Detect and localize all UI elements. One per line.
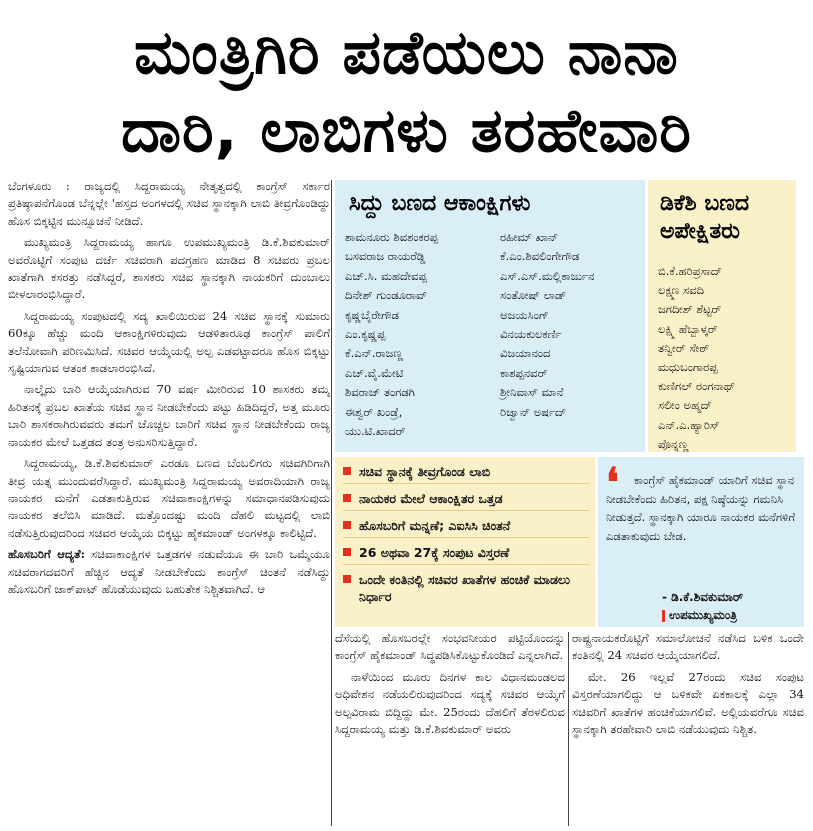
list-item: ಕೆ.ಎನ್.ರಾಜಣ್ಣ [345,346,404,361]
headline [0,0,813,170]
article-paragraph: ನಾಳೆಯಿಂದ ಮೂರು ದಿನಗಳ ಕಾಲ ವಿಧಾನಮಂಡಲದ ಅಧಿವೇಶನ ನಡೆಯಲಿರುವುದರಿಂದ ಸದ್ಯಕ್ಕೆ ಸಚಿವರ ಆಯ್ಕೆಗೆ ಅಲ್ಪವಿರಾಮ ಬಿದ್ದಿದ್ದು ಮೇ. 25ರಂದು ದೆಹಲಿಗೆ ತೆರಳಲಿರುವ ಸಿದ್ದರಾಮಯ್ಯ ಮತ್ತು ಡಿ.ಕೆ.ಶಿವಕುಮಾರ್ ಅವರು [335,669,565,737]
bullet-square-icon [343,548,351,556]
list-item: ಎಸ್.ಎಸ್.ಮಲ್ಲಿಕಾರ್ಜುನ [500,268,595,283]
list-item: ದಿನೇಶ್ ಗುಂಡೂರಾವ್ [345,288,428,303]
article-paragraph: ಸಿದ್ದರಾಮಯ್ಯ, ಡಿ.ಕೆ.ಶಿವಕುಮಾರ್ ಎರಡೂ ಬಣದ ಬೆಂಬಲಿಗರು ಸಚಿವಗಿರಿಗಾಗಿ ತೀವ್ರ ಯತ್ನ ಮುಂದುವರೆಸಿದ್ದಾರೆ. ಮುಖ್ಯಮಂತ್ರಿ ಸಿದ್ದರಾಮಯ್ಯ ಅವರಾದಿಯಾಗಿ ರಾಜ್ಯ ನಾಯಕರ ಮನೆಗೆ ಎಡತಾಕುತ್ತಿರುವ ಸಚಿವಾಕಾಂಕ್ಷಿಗಳನ್ನು ಸಮಾಧಾನಪಡಿಸುವುದು ನಾಯಕರ ತಲೆಬಿಸಿ ಮಾಡಿದೆ. ಮತ್ತೊಂದಷ್ಟು ಮಂದಿ ದೆಹಲಿ ಮಟ್ಟದಲ್ಲಿ ಲಾಬಿ ನಡೆಸುತ್ತಿರುವುದರಿಂದ ಸಚಿವರ ಆಯ್ಕೆಯ ಬಿಕ್ಕಟ್ಟು ಹೈಕಮಾಂಡ್ ಅಂಗಳಕ್ಕೂ ಕಾಲಿಟ್ಟಿದೆ. [8,456,330,540]
red-bar-icon [662,610,665,622]
list-item: ಲಕ್ಷ್ಮಿ ಹೆಬ್ಬಾಳ್ಕರ್ [658,321,718,336]
bullet-square-icon [343,521,351,529]
quote-role: ಉಪಮುಖ್ಯಮಂತ್ರಿ [669,608,738,622]
list-item: ಬಸವರಾಜ ರಾಯರೆಡ್ಡಿ [345,249,426,264]
list-item: ಮಧುಬಂಗಾರಪ್ಪ [658,360,718,375]
subhead-lead: ಹೊಸಬರಿಗೆ ಆದ್ಯತೆ: [8,547,85,562]
article-paragraph: ನಾಲ್ಕೈದು ಬಾರಿ ಆಯ್ಕೆಯಾಗಿರುವ 70 ವರ್ಷ ಮೀರಿರುವ 10 ಶಾಸಕರು ತಮ್ಮ ಹಿರಿತನಕ್ಕೆ ಪ್ರಬಲ ಖಾತೆಯ ಸಚಿವ ಸ್ಥಾನ ನೀಡಬೇಕೆಂದು ಪಟ್ಟು ಹಿಡಿದಿದ್ದರೆ, ಅತ್ತ ಮೂರು ಬಾರಿ ಶಾಸಕರಾಗಿರುವವರು ತಮಗೆ ಚೊಚ್ಚಲ ಬಾರಿಗೆ ಸಚಿವ ಸ್ಥಾನ ನೀಡಬೇಕೆಂದು ರಾಜ್ಯ ನಾಯಕರ ಮೇಲೆ ಒತ್ತಡದ ತಂತ್ರ ಅನುಸರಿಸುತ್ತಿದ್ದಾರೆ. [8,382,330,449]
list-item: ವಿಜಯಾನಂದ [500,346,551,361]
list-item: ಶಿವರಾಜ್ ತಂಗಡಗಿ [345,385,415,400]
right-article-column [572,630,804,826]
list-item: ಅಜಯಸಿಂಗ್ [500,307,549,322]
list-item: ಶ್ರೀನಿವಾಸ್ ಮಾನೆ [500,385,564,400]
dks-box-title: ಡಿಕೆಶಿ ಬಣದ ಅಪೇಕ್ಷಿತರು [660,191,750,244]
highlight-text: ಒಂದೇ ಕಂತಿನಲ್ಲಿ ಸಚಿವರ ಖಾತೆಗಳ ಹಂಚಿಕೆ ಮಾಡಲು ನಿರ್ಧಾರ [359,572,570,604]
article-paragraph: ಮುಖ್ಯಮಂತ್ರಿ ಸಿದ್ದರಾಮಯ್ಯ ಹಾಗೂ ಉಪಮುಖ್ಯಮಂತ್ರಿ ಡಿ.ಕೆ.ಶಿವಕುಮಾರ್ ಅವರೊಟ್ಟಿಗೆ ಸಂಪುಟ ದರ್ಜೆ ಸಚಿವರಾಗಿ ಪದಗ್ರಹಣ ಮಾಡಿದ 8 ಸಚಿವರು ಪ್ರಬಲ ಖಾತೆಗಾಗಿ ಕಸರತ್ತು ನಡೆಸಿದ್ದರೆ, ಶಾಸಕರು ಸಚಿವ ಸ್ಥಾನಕ್ಕಾಗಿ ನಾಯಕರಿಗೆ ದುಂಬಾಲು ಬೀಳಲಾರಂಭಿಸಿದ್ದಾರೆ. [8,235,330,302]
list-item: ವಿನಯಕುಲಕರ್ಣಿ [500,327,562,342]
highlight-item [343,544,589,565]
article-paragraph-subhead [8,546,330,598]
list-item: ಎಂ.ಕೃಷ್ಣಪ್ಪ [345,327,386,342]
list-item: ಸಂತೋಷ್ ಲಾಡ್ [500,288,567,303]
highlights-list [335,457,595,608]
highlight-text: ನಾಯಕರ ಮೇಲೆ ಆಕಾಂಕ್ಷಿತರ ಒತ್ತಡ [359,491,503,506]
article-paragraph: ರಾಷ್ಟ್ರನಾಯಕರೊಟ್ಟಿಗೆ ಸಮಾಲೋಚನೆ ನಡೆಸಿದ ಬಳಿಕ ಒಂದೇ ಕಂತಿನಲ್ಲಿ 24 ಸಚಿವರ ಆಯ್ಕೆಯಾಗಲಿದೆ. [572,631,804,663]
highlight-text: 26 ಅಥವಾ 27ಕ್ಕೆ ಸಂಪುಟ ವಿಸ್ತರಣೆ [359,545,510,560]
list-item: ಕುಣಿಗಲ್ ರಂಗನಾಥ್ [658,379,736,394]
highlight-item [343,571,589,608]
quote-role-line [662,607,737,623]
headline-line-1: ಮಂತ್ರಿಗಿರಿ ಪಡೆಯಲು ನಾನಾ [134,18,679,88]
list-item: ಜಗದೀಶ್ ಶೆಟ್ಟರ್ [658,302,722,317]
list-item: ಶಾಮನೂರು ಶಿವಶಂಕರಪ್ಪ [345,230,439,244]
siddu-faction-box [335,180,645,452]
bullet-square-icon [343,575,351,583]
highlight-item [343,490,589,511]
dks-faction-box [648,180,796,452]
list-item: ತನ್ವೀರ್ ಸೇಠ್ [658,340,710,355]
bullet-square-icon [343,467,351,475]
highlight-item [343,463,589,484]
list-item: ಬಿ.ಕೆ.ಹರಿಪ್ರಸಾದ್ [658,264,722,278]
article-paragraph: ಸಿದ್ದರಾಮಯ್ಯ ಸಂಪುಟದಲ್ಲಿ ಸದ್ಯ ಖಾಲಿಯಿರುವ 24 ಸಚಿವ ಸ್ಥಾನಕ್ಕೆ ಸುಮಾರು 60ಕ್ಕೂ ಹೆಚ್ಚು ಮಂದಿ ಆಕಾಂಕ್ಷಿಗಳಿರುವುದು ಆಡಳಿತಾರೂಢ ಕಾಂಗ್ರೆಸ್ ಪಾಲಿಗೆ ತಲೆನೋವಾಗಿ ಪರಿಣಮಿಸಿದೆ. ಸಚಿವರ ಆಯ್ಕೆಯಲ್ಲಿ ಅಲ್ಪ ಎಡವಟ್ಟಾದರೂ ಹೊಸ ಬಿಕ್ಕಟ್ಟು ಸೃಷ್ಟಿಯಾಗುವ ಆತಂಕ ಕಾಡಲಾರಂಭಿಸಿದೆ. [8,308,330,376]
article-paragraph: ದೆಸೆಯಲ್ಲಿ ಹೊಸಬರಲ್ಲೇ ಸಂಭವನೀಯರ ಪಟ್ಟಿಯೊಂದನ್ನು ಕಾಂಗ್ರೆಸ್ ಹೈಕಮಾಂಡ್ ಸಿದ್ಧಪಡಿಸಿಕೊಟ್ಟುಕೊಂಡಿದೆ ಎನ್ನಲಾಗಿದೆ. [335,631,565,663]
left-article-column [8,178,330,826]
list-item: ಲಕ್ಷ್ಮಣ ಸವದಿ [658,283,705,298]
middle-article-column [335,630,565,826]
highlight-item [343,517,589,538]
siddu-box-title: ಸಿದ್ದು ಬಣದ ಆಕಾಂಕ್ಷಿಗಳು [349,191,531,216]
list-item: ಸಲೀಂ ಅಹ್ಮದ್ [658,398,712,413]
subhead-text: ಸಚಿವಾಕಾಂಕ್ಷಿಗಳ ಒತ್ತಡಗಳ ನಡುವೆಯೂ ಈ ಬಾರಿ ಒಮ್ಮೆಯೂ ಸಚಿವರಾಗದವರಿಗೆ ಹೆಚ್ಚಿನ ಆದ್ಯತೆ ನೀಡಬೇಕೆಂದು ಕಾಂಗ್ರೆಸ್ ಚಿಂತನೆ ನಡೆಸಿದ್ದು ಹೊಸಬರಿಗೆ ಜಾಕ್‌ಪಾಟ್ ಹೊಡೆಯುವುದು ಬಹುತೇಕ ನಿಶ್ಚಿತವಾಗಿದೆ. ಆ [8,547,330,596]
list-item: ಎಚ್.ವೈ.ಮೇಟಿ [345,365,404,380]
list-item: ಕಾಶಪ್ಪನವರ್ [500,365,548,380]
list-item: ರಿಜ್ವಾನ್ ಅರ್ಷದ್ [500,404,567,419]
quote-text-first: ಕಾಂಗ್ರೆಸ್ ಹೈಕಮಾಂಡ್ [634,473,715,487]
quote-mark-icon: ❛ [606,459,619,506]
column-divider [568,632,569,826]
bullet-square-icon [343,494,351,502]
list-item: ಯು.ಟಿ.ಖಾದರ್ [345,424,406,439]
quote-author: - ಡಿ.ಕೆ.ಶಿವಕುಮಾರ್ [662,590,744,604]
quote-box [598,457,804,627]
list-item: ರಹೀಮ್ ಖಾನ್ [500,230,559,244]
column-divider [331,180,332,826]
dks-names [658,262,792,454]
highlight-text: ಸಚಿವ ಸ್ಥಾನಕ್ಕೆ ತೀವ್ರಗೊಂಡ ಲಾಬಿ [359,464,491,479]
quote-text [606,471,800,545]
article-paragraph: ಮೇ. 26 ಇಲ್ಲವೆ 27ರಂದು ಸಚಿವ ಸಂಪುಟ ವಿಸ್ತರಣೆಯಾಗಲಿದ್ದು ಆ ಬಳಿಕವೇ ಏಕಕಾಲಕ್ಕೆ ಎಲ್ಲಾ 34 ಸಚಿವರಿಗೆ ಖಾತೆಗಳ ಹಂಚಿಕೆಯಾಗಲಿವೆ. ಅಲ್ಲಿಯವರೆಗೂ ಸಚಿವ ಸ್ಥಾನಕ್ಕಾಗಿ ತರಹೇವಾರಿ ಲಾಬಿ ನಡೆಯುವುದು ನಿಶ್ಚಿತ. [572,669,804,737]
siddu-names-right [500,228,640,422]
list-item: ಈಶ್ವರ್ ಖಂಡ್ರೆ, [345,404,403,419]
headline-line-2: ದಾರಿ, ಲಾಬಿಗಳು ತರಹೇವಾರಿ [121,96,692,166]
highlight-text: ಹೊಸಬರಿಗೆ ಮನ್ನಣೆ; ಎಐಸಿಸಿ ಚಿಂತನೆ [359,518,511,533]
list-item: ಎನ್.ಎ.ಹ್ಯಾರಿಸ್ [658,417,720,432]
highlights-box [335,457,595,627]
list-item: ಪೊನ್ನಣ್ಣ [658,436,689,451]
siddu-names-left [345,228,495,441]
list-item: ಎಚ್.ಸಿ. ಮಹದೇವಪ್ಪ [345,268,427,283]
quote-text-rest: ಯಾರಿಗೆ ಸಚಿವ ಸ್ಥಾನ ನೀಡಬೇಕೆಂದು ಹಿರಿತನ, ಪಕ್ಷ ನಿಷ್ಠೆಯನ್ನು ಗಮನಿಸಿ ನೀಡುತ್ತದೆ. ಸ್ಥಾನಕ್ಕಾಗಿ ಯಾರೂ ನಾಯಕರ ಮನೆಗಳಿಗೆ ಎಡತಾಕುವುದು ಬೇಡ. [606,473,796,543]
article-paragraph: ಬೆಂಗಳೂರು : ರಾಜ್ಯದಲ್ಲಿ ಸಿದ್ದರಾಮಯ್ಯ ನೇತೃತ್ವದಲ್ಲಿ ಕಾಂಗ್ರೆಸ್ ಸರ್ಕಾರ ಪ್ರತಿಷ್ಠಾಪನೆಗೊಂಡ ಬೆನ್ನಲ್ಲೇ 'ಹಸ್ತದ ಅಂಗಳದಲ್ಲಿ ಸಚಿವ ಸ್ಥಾನಕ್ಕಾಗಿ ಲಾಬಿ ತೀವ್ರಗೊಂಡಿದ್ದು ಹೊಸ ಬಿಕ್ಕಟ್ಟಿನ ಮುನ್ಸೂಚನೆ ನೀಡಿದೆ. [8,179,330,228]
list-item: ಕೆ.ಎಂ.ಶಿವಲಿಂಗೇಗೌಡ [500,249,580,264]
list-item: ಕೃಷ್ಣಬೈರೇಗೌಡ [345,307,399,322]
